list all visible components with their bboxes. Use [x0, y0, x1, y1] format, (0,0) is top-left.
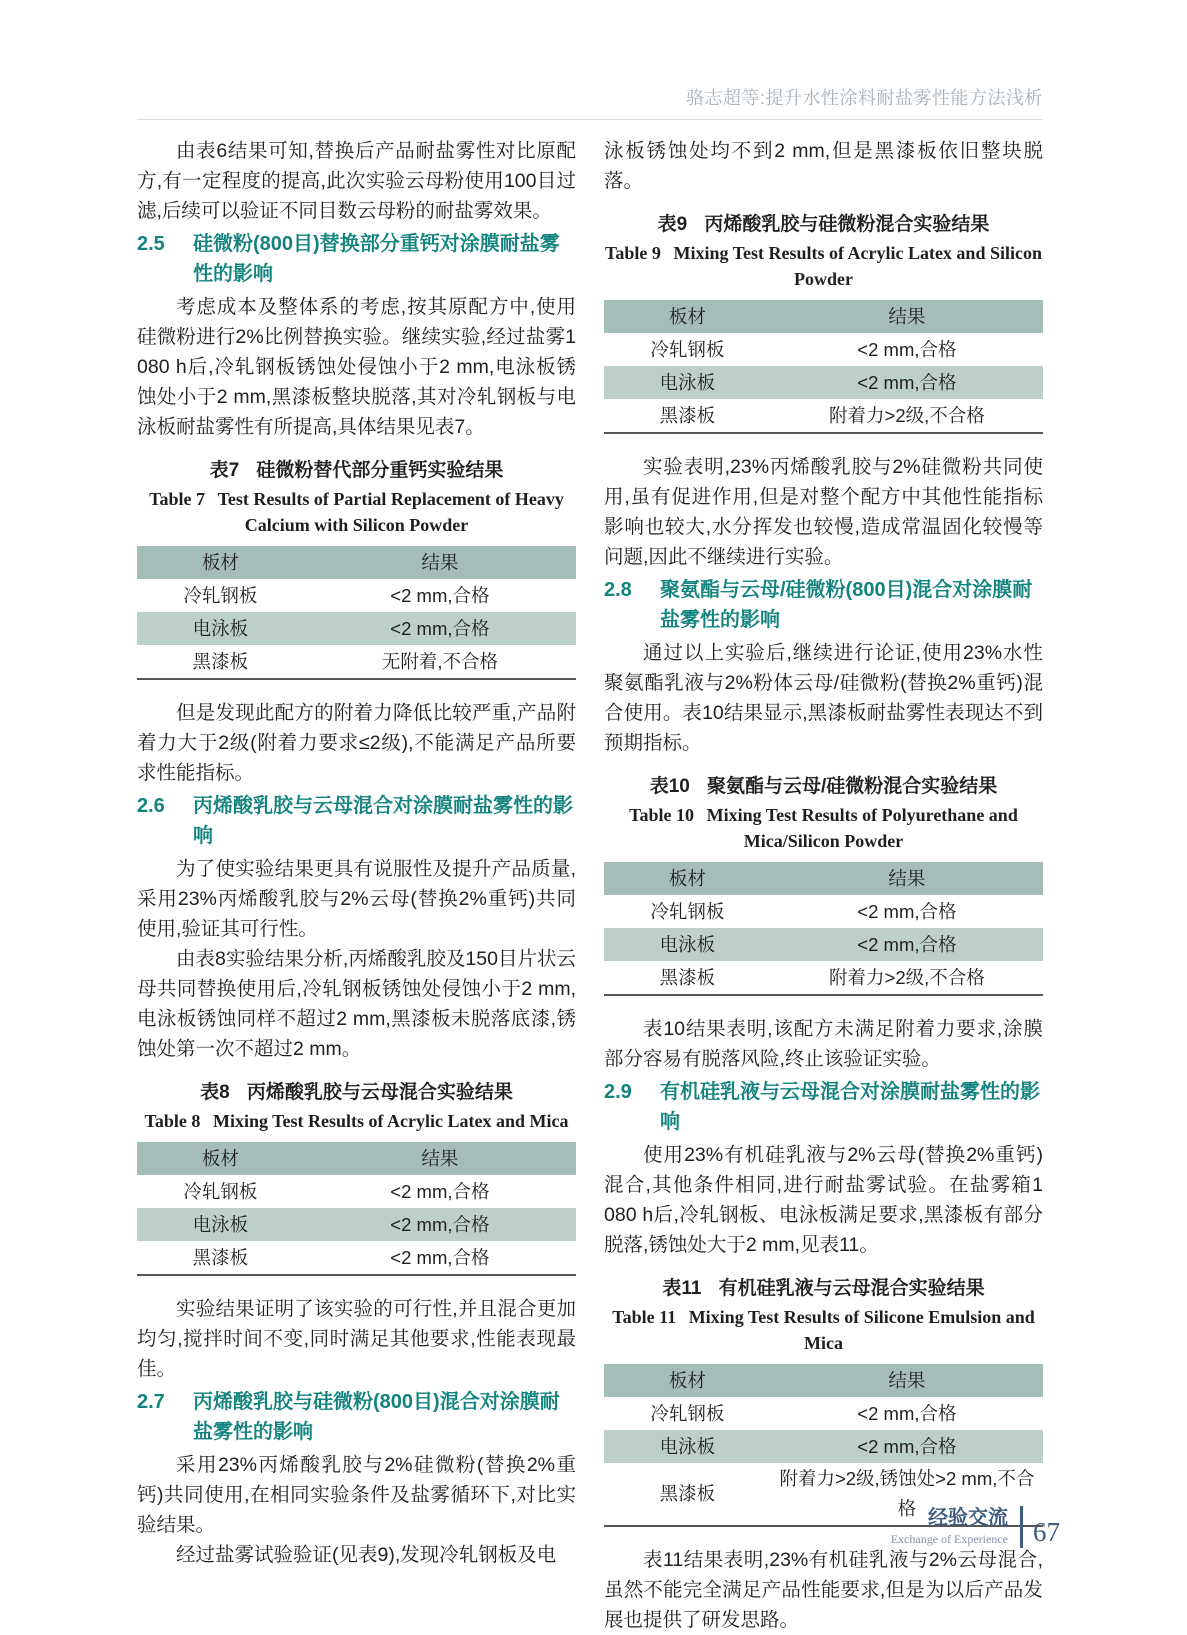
cell-result: <2 mm,合格 [390, 1180, 490, 1202]
column-header-plate: 板材 [604, 300, 771, 333]
cell-plate: 冷轧钢板 [183, 584, 258, 606]
section-heading-2-5 [137, 229, 576, 289]
section-heading-2-7 [137, 1387, 576, 1447]
column-header-plate: 板材 [137, 546, 304, 579]
paragraph-l2: 考虑成本及整体系的考虑,按其原配方中,使用硅微粉进行2%比例替换实验。继续实验,经过盐雾1 080 h后,冷轧钢板锈蚀处侵蚀小于2 mm,电泳板锈蚀处小于2 mm,黑漆板整块脱落,其对冷轧钢板与电泳板耐盐雾性有所提高,具体结果见表7。 [137, 296, 576, 438]
cell-plate: 冷轧钢板 [650, 900, 725, 922]
table-row [604, 1397, 1043, 1430]
table-11-caption-zh: 有机硅乳液与云母混合实验结果 [718, 1278, 985, 1299]
cell-result: <2 mm,合格 [857, 371, 957, 393]
section-number: 2.7 [137, 1391, 165, 1413]
table-7-caption-en: Test Results of Partial Replacement of Heavy Calcium with Silicon Powder [217, 489, 564, 535]
cell-result: <2 mm,合格 [857, 933, 957, 955]
column-header-result: 结果 [771, 1364, 1043, 1397]
cell-plate: 电泳板 [192, 617, 249, 639]
table-row [137, 612, 576, 645]
cell-result: <2 mm,合格 [390, 584, 490, 606]
table-header-row [137, 546, 576, 579]
table-row [604, 895, 1043, 928]
section-title: 有机硅乳液与云母混合对涂膜耐盐雾性的影响 [660, 1081, 1040, 1133]
table-11-label-en: Table 11 [612, 1307, 677, 1327]
section-title: 硅微粉(800目)替换部分重钙对涂膜耐盐雾性的影响 [193, 233, 560, 285]
cell-plate: 冷轧钢板 [183, 1180, 258, 1202]
section-title: 丙烯酸乳胶与硅微粉(800目)混合对涂膜耐盐雾性的影响 [193, 1391, 560, 1443]
cell-plate: 电泳板 [659, 1435, 716, 1457]
table-7-label-en: Table 7 [149, 489, 205, 509]
table-11-label-zh: 表11 [662, 1278, 702, 1299]
table-7-title-zh [137, 458, 576, 484]
table-header-row [604, 300, 1043, 333]
cell-plate: 冷轧钢板 [650, 338, 725, 360]
table-10-title-zh [604, 774, 1043, 800]
cell-result: <2 mm,合格 [857, 338, 957, 360]
table-9-caption-en: Mixing Test Results of Acrylic Latex and Silicon Powder [673, 243, 1042, 289]
paragraph-l6: 实验结果证明了该实验的可行性,并且混合更加均匀,搅拌时间不变,同时满足其他要求,性能表现最佳。 [137, 1298, 576, 1380]
table-9 [604, 300, 1043, 434]
table-7-title-en [137, 486, 576, 538]
table-11-title-zh [604, 1276, 1043, 1302]
table-8 [137, 1142, 576, 1276]
footer-section [891, 1507, 1008, 1547]
cell-result: 附着力>2级,锈蚀处>2 mm,不合格 [779, 1468, 1035, 1519]
table-8-block [137, 1080, 576, 1276]
paragraph-l5: 由表8实验结果分析,丙烯酸乳胶及150目片状云母共同替换使用后,冷轧钢板锈蚀处侵蚀小于2 mm,电泳板锈蚀同样不超过2 mm,黑漆板未脱落底漆,锈蚀处第一次不超过2 mm。 [137, 948, 576, 1060]
table-8-caption-en: Mixing Test Results of Acrylic Latex and Mica [212, 1111, 569, 1131]
table-header-row [604, 1364, 1043, 1397]
page-number: 67 [1033, 1516, 1060, 1547]
table-10-caption-en: Mixing Test Results of Polyurethane and Mica/Silicon Powder [706, 805, 1018, 851]
paragraph-l1: 由表6结果可知,替换后产品耐盐雾性对比原配方,有一定程度的提高,此次实验云母粉使用100目过滤,后续可以验证不同目数云母粉的耐盐雾效果。 [137, 140, 576, 222]
cell-plate: 黑漆板 [192, 1246, 249, 1268]
table-11-title-en [604, 1304, 1043, 1356]
table-7 [137, 546, 576, 680]
cell-result: <2 mm,合格 [390, 1246, 490, 1268]
section-number: 2.5 [137, 233, 165, 255]
cell-plate: 黑漆板 [659, 966, 716, 988]
section-heading-2-8 [604, 575, 1043, 635]
table-row [604, 1430, 1043, 1463]
section-number: 2.6 [137, 795, 165, 817]
table-row [604, 366, 1043, 399]
cell-result: <2 mm,合格 [857, 1435, 957, 1457]
table-row [604, 961, 1043, 995]
left-column [137, 136, 576, 1635]
table-11-caption-en: Mixing Test Results of Silicone Emulsion and Mica [688, 1307, 1035, 1353]
cell-result: <2 mm,合格 [857, 1402, 957, 1424]
column-header-result: 结果 [771, 862, 1043, 895]
table-row [137, 645, 576, 679]
header-rule [137, 119, 1043, 120]
table-10-label-en: Table 10 [629, 805, 695, 825]
table-10-label-zh: 表10 [649, 776, 690, 797]
cell-result: <2 mm,合格 [390, 1213, 490, 1235]
paragraph-r5: 使用23%有机硅乳液与2%云母(替换2%重钙)混合,其他条件相同,进行耐盐雾试验。在盐雾箱1 080 h后,冷轧钢板、电泳板满足要求,黑漆板有部分脱落,锈蚀处大于2 mm,见表11。 [604, 1144, 1043, 1256]
table-11-block [604, 1276, 1043, 1527]
table-10 [604, 862, 1043, 996]
footer-section-zh: 经验交流 [928, 1507, 1008, 1529]
table-9-title-zh [604, 212, 1043, 238]
running-head: 骆志超等:提升水性涂料耐盐雾性能方法浅析 [686, 88, 1043, 108]
column-header-result: 结果 [304, 1142, 576, 1175]
column-header-result: 结果 [304, 546, 576, 579]
table-row [137, 1208, 576, 1241]
table-7-caption-zh: 硅微粉替代部分重钙实验结果 [256, 460, 504, 481]
paragraph-r1: 泳板锈蚀处均不到2 mm,但是黑漆板依旧整块脱落。 [604, 140, 1043, 192]
table-row [604, 399, 1043, 433]
cell-plate: 黑漆板 [192, 650, 249, 672]
table-9-label-en: Table 9 [605, 243, 661, 263]
table-7-block [137, 458, 576, 680]
page-footer [891, 1506, 1060, 1548]
column-header-result: 结果 [771, 300, 1043, 333]
cell-plate: 电泳板 [192, 1213, 249, 1235]
column-header-plate: 板材 [137, 1142, 304, 1175]
paragraph-l7: 采用23%丙烯酸乳胶与2%硅微粉(替换2%重钙)共同使用,在相同实验条件及盐雾循环下,对比实验结果。 [137, 1454, 576, 1536]
footer-section-en: Exchange of Experience [890, 1532, 1008, 1546]
table-row [604, 928, 1043, 961]
section-title: 丙烯酸乳胶与云母混合对涂膜耐盐雾性的影响 [193, 795, 573, 847]
table-9-block [604, 212, 1043, 434]
table-7-label-zh: 表7 [209, 460, 240, 481]
table-10-block [604, 774, 1043, 996]
cell-result: 附着力>2级,不合格 [829, 966, 985, 988]
table-8-label-zh: 表8 [200, 1082, 230, 1103]
cell-result: <2 mm,合格 [857, 900, 957, 922]
table-11 [604, 1364, 1043, 1527]
paragraph-r3: 通过以上实验后,继续进行论证,使用23%水性聚氨酯乳液与2%粉体云母/硅微粉(替换2%重钙)混合使用。表10结果显示,黑漆板耐盐雾性表现达不到预期指标。 [604, 642, 1043, 754]
column-header-plate: 板材 [604, 1364, 771, 1397]
paragraph-r4: 表10结果表明,该配方未满足附着力要求,涂膜部分容易有脱落风险,终止该验证实验。 [604, 1018, 1043, 1070]
column-header-plate: 板材 [604, 862, 771, 895]
cell-plate: 黑漆板 [659, 404, 716, 426]
table-9-label-zh: 表9 [657, 214, 688, 235]
table-8-caption-zh: 丙烯酸乳胶与云母混合实验结果 [246, 1082, 513, 1103]
table-header-row [604, 862, 1043, 895]
section-heading-2-9 [604, 1077, 1043, 1137]
section-number: 2.9 [604, 1081, 632, 1103]
cell-plate: 电泳板 [659, 371, 716, 393]
table-9-caption-zh: 丙烯酸乳胶与硅微粉混合实验结果 [704, 214, 990, 235]
table-10-title-en [604, 802, 1043, 854]
paragraph-l3: 但是发现此配方的附着力降低比较严重,产品附着力大于2级(附着力要求≤2级),不能满足产品所要求性能指标。 [137, 702, 576, 784]
footer-divider [1020, 1506, 1023, 1548]
cell-plate: 电泳板 [659, 933, 716, 955]
table-row [137, 1241, 576, 1275]
cell-plate: 冷轧钢板 [650, 1402, 725, 1424]
table-8-title-en [137, 1108, 576, 1134]
table-row [137, 579, 576, 612]
table-header-row [137, 1142, 576, 1175]
table-row [137, 1175, 576, 1208]
table-row [604, 333, 1043, 366]
table-8-title-zh [137, 1080, 576, 1106]
table-9-title-en [604, 240, 1043, 292]
section-heading-2-6 [137, 791, 576, 851]
two-column-body [137, 136, 1043, 1635]
section-number: 2.8 [604, 579, 632, 601]
section-title: 聚氨酯与云母/硅微粉(800目)混合对涂膜耐盐雾性的影响 [660, 579, 1033, 631]
paragraph-l8: 经过盐雾试验验证(见表9),发现冷轧钢板及电 [176, 1544, 557, 1566]
right-column [604, 136, 1043, 1635]
cell-result: 无附着,不合格 [381, 650, 498, 672]
table-10-caption-zh: 聚氨酯与云母/硅微粉混合实验结果 [706, 776, 998, 797]
table-8-label-en: Table 8 [144, 1111, 201, 1131]
paragraph-l4: 为了使实验结果更具有说服性及提升产品质量,采用23%丙烯酸乳胶与2%云母(替换2%重钙)共同使用,验证其可行性。 [137, 858, 576, 940]
paragraph-r2: 实验表明,23%丙烯酸乳胶与2%硅微粉共同使用,虽有促进作用,但是对整个配方中其他性能指标影响也较大,水分挥发也较慢,造成常温固化较慢等问题,因此不继续进行实验。 [604, 456, 1043, 568]
cell-result: 附着力>2级,不合格 [829, 404, 985, 426]
page [137, 0, 1043, 1635]
cell-plate: 黑漆板 [659, 1483, 716, 1504]
cell-result: <2 mm,合格 [390, 617, 490, 639]
paragraph-r6: 表11结果表明,23%有机硅乳液与2%云母混合,虽然不能完全满足产品性能要求,但是为以后产品发展也提供了研发思路。 [604, 1549, 1043, 1631]
